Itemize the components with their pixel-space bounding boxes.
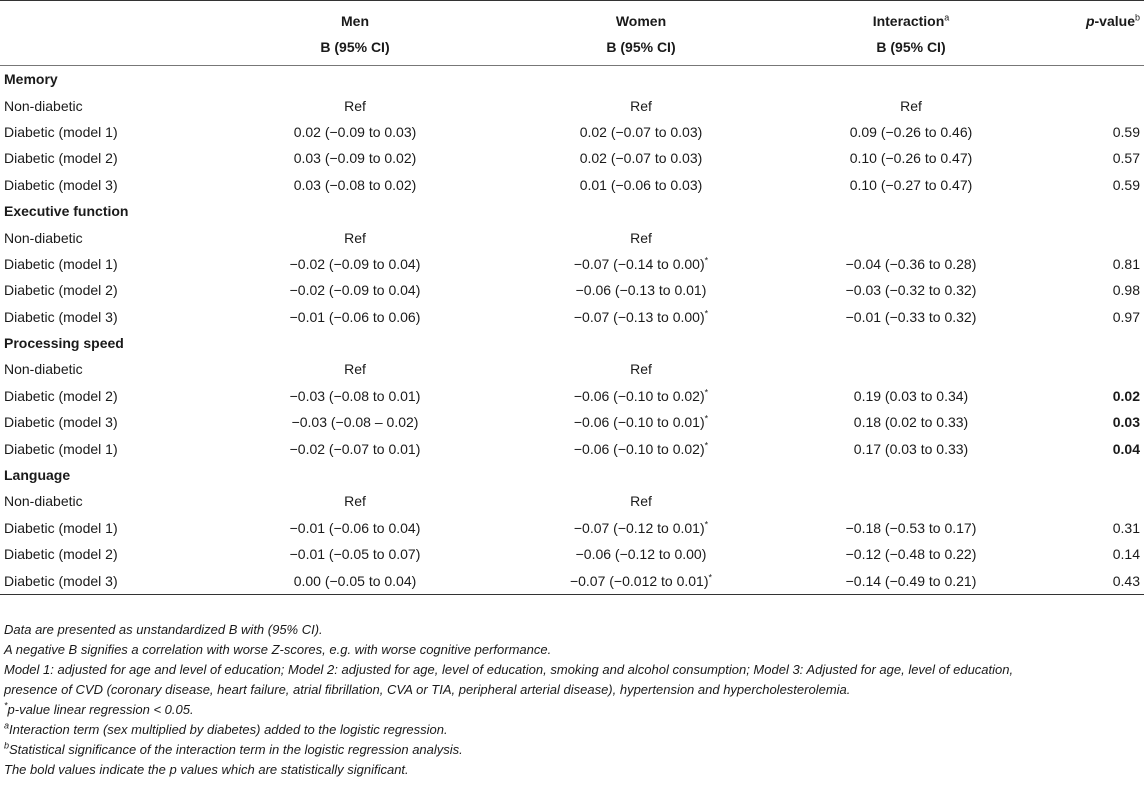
footnote-a xyxy=(4,720,1140,740)
row-label: Non-diabetic xyxy=(4,229,83,246)
men-estimate: −0.03 (−0.08 to 0.01) xyxy=(289,387,421,404)
men-estimate-cell xyxy=(214,277,496,303)
women-estimate-cell xyxy=(496,541,786,567)
table-row xyxy=(0,567,1144,594)
women-estimate-cell xyxy=(496,92,786,118)
p-value: 0.57 xyxy=(1112,150,1140,167)
men-estimate-cell xyxy=(214,383,496,409)
men-estimate: Ref xyxy=(344,493,366,510)
p-value: 0.43 xyxy=(1036,567,1144,594)
empty-cell xyxy=(214,462,496,488)
interaction-estimate: 0.09 (−0.26 to 0.46) xyxy=(849,123,973,140)
women-estimate-cell xyxy=(496,145,786,171)
p-value xyxy=(1036,224,1144,250)
men-estimate-cell xyxy=(214,356,496,382)
interaction-estimate: 0.10 (−0.27 to 0.47) xyxy=(849,176,973,193)
header-men-ci: B (95% CI) xyxy=(214,35,496,66)
row-label: Diabetic (model 3) xyxy=(4,176,118,193)
table-row xyxy=(0,409,1144,435)
men-estimate: 0.03 (−0.09 to 0.02) xyxy=(293,150,417,167)
women-estimate: Ref xyxy=(630,493,652,510)
women-estimate: −0.06 (−0.10 to 0.02) xyxy=(573,387,705,404)
header-men: Men xyxy=(214,1,496,36)
men-estimate: −0.01 (−0.06 to 0.06) xyxy=(289,308,421,325)
row-label: Diabetic (model 2) xyxy=(4,546,118,563)
interaction-estimate: −0.03 (−0.32 to 0.32) xyxy=(845,282,977,299)
footnote-line: presence of CVD (coronary disease, heart failure, atrial fibrillation, CVA or TIA, peripheral arterial disease), hypertension and hypercholesterolemia. xyxy=(4,682,851,697)
section-title: Memory xyxy=(4,71,58,88)
interaction-estimate: −0.04 (−0.36 to 0.28) xyxy=(845,255,977,272)
men-estimate-cell xyxy=(214,435,496,461)
men-estimate-cell xyxy=(214,567,496,594)
women-estimate: −0.07 (−0.14 to 0.00) xyxy=(573,255,705,272)
row-label: Diabetic (model 3) xyxy=(4,308,118,325)
section-title: Executive function xyxy=(4,203,129,220)
footnote-line: The bold values indicate the p values which are statistically significant. xyxy=(4,762,409,777)
women-estimate: 0.01 (−0.06 to 0.03) xyxy=(579,176,703,193)
table-row xyxy=(0,488,1144,514)
table-row xyxy=(0,92,1144,118)
table-row xyxy=(0,383,1144,409)
header-empty-cell xyxy=(0,1,214,36)
men-estimate-cell xyxy=(214,515,496,541)
header-pvalue-p: p xyxy=(1085,13,1095,29)
interaction-estimate: −0.18 (−0.53 to 0.17) xyxy=(845,519,977,536)
men-estimate-cell xyxy=(214,119,496,145)
row-label: Diabetic (model 3) xyxy=(4,414,118,431)
men-estimate: Ref xyxy=(344,97,366,114)
women-estimate-cell xyxy=(496,251,786,277)
p-value: 0.59 xyxy=(1112,123,1140,140)
women-estimate: Ref xyxy=(630,229,652,246)
interaction-estimate: 0.17 (0.03 to 0.33) xyxy=(853,440,969,457)
women-estimate-cell xyxy=(496,224,786,250)
empty-cell xyxy=(1036,462,1144,488)
empty-cell xyxy=(786,462,1036,488)
section-title: Processing speed xyxy=(4,335,124,352)
empty-cell xyxy=(1036,198,1144,224)
row-label: Diabetic (model 2) xyxy=(4,282,118,299)
women-estimate: −0.07 (−0.012 to 0.01) xyxy=(569,572,709,589)
women-estimate-cell xyxy=(496,567,786,594)
header-empty-cell xyxy=(0,35,214,66)
empty-cell xyxy=(214,198,496,224)
table-footnotes xyxy=(4,620,1140,780)
women-estimate-cell xyxy=(496,356,786,382)
women-estimate: 0.02 (−0.07 to 0.03) xyxy=(579,123,703,140)
header-women-ci: B (95% CI) xyxy=(496,35,786,66)
section-row xyxy=(0,462,1144,488)
men-estimate: −0.02 (−0.09 to 0.04) xyxy=(289,282,421,299)
empty-cell xyxy=(1036,66,1144,93)
header-women: Women xyxy=(496,1,786,36)
footnote-star-text: p-value linear regression < 0.05. xyxy=(7,702,194,717)
men-estimate: −0.02 (−0.07 to 0.01) xyxy=(289,440,421,457)
row-label: Diabetic (model 1) xyxy=(4,123,118,140)
men-estimate: 0.00 (−0.05 to 0.04) xyxy=(293,572,417,589)
header-pvalue-footnote-mark: b xyxy=(1134,12,1140,23)
empty-cell xyxy=(496,462,786,488)
interaction-estimate: Ref xyxy=(900,97,922,114)
interaction-estimate: −0.14 (−0.49 to 0.21) xyxy=(786,567,1036,594)
row-label: Diabetic (model 2) xyxy=(4,387,118,404)
interaction-estimate xyxy=(786,224,1036,250)
women-estimate-cell xyxy=(496,383,786,409)
row-label: Diabetic (model 1) xyxy=(4,255,118,272)
header-interaction-label: Interaction xyxy=(872,13,945,29)
interaction-estimate xyxy=(786,356,1036,382)
p-value: 0.04 xyxy=(1112,440,1140,457)
p-value xyxy=(1036,488,1144,514)
table-body xyxy=(0,66,1144,595)
empty-cell xyxy=(496,330,786,356)
p-value: 0.02 xyxy=(1112,387,1140,404)
men-estimate: −0.02 (−0.09 to 0.04) xyxy=(289,255,421,272)
women-estimate-cell xyxy=(496,409,786,435)
women-estimate: 0.02 (−0.07 to 0.03) xyxy=(579,150,703,167)
empty-cell xyxy=(786,66,1036,93)
table-row xyxy=(0,251,1144,277)
significance-star: * xyxy=(704,413,709,424)
header-pvalue xyxy=(1036,1,1144,36)
footnote-line: Model 1: adjusted for age and level of education; Model 2: adjusted for age, level of education, smoking and alcohol consumption; Model 3: Adjusted for age, level of education, xyxy=(4,662,1014,677)
women-estimate: −0.07 (−0.12 to 0.01) xyxy=(573,519,705,536)
p-value xyxy=(1036,356,1144,382)
row-label: Diabetic (model 1) xyxy=(4,519,118,536)
row-label: Non-diabetic xyxy=(4,493,83,510)
p-value: 0.31 xyxy=(1112,519,1140,536)
significance-star: * xyxy=(708,571,713,582)
women-estimate: −0.06 (−0.10 to 0.01) xyxy=(573,414,705,431)
table-row xyxy=(0,119,1144,145)
table-row xyxy=(0,356,1144,382)
women-estimate: −0.06 (−0.13 to 0.01) xyxy=(575,282,707,299)
row-label: Non-diabetic xyxy=(4,361,83,378)
men-estimate-cell xyxy=(214,92,496,118)
significance-star: * xyxy=(704,387,709,398)
p-value: 0.81 xyxy=(1112,255,1140,272)
men-estimate-cell xyxy=(214,172,496,198)
p-value: 0.98 xyxy=(1112,282,1140,299)
footnote-a-mark: a xyxy=(4,720,10,731)
footnote-b-mark: b xyxy=(4,740,10,751)
header-interaction-ci: B (95% CI) xyxy=(786,35,1036,66)
table-header xyxy=(0,1,1144,66)
men-estimate-cell xyxy=(214,251,496,277)
footnote-b xyxy=(4,740,1140,760)
footnote-star-mark: * xyxy=(4,700,8,711)
section-row xyxy=(0,198,1144,224)
empty-cell xyxy=(496,66,786,93)
p-value xyxy=(1036,92,1144,118)
footnote-b-text: Statistical significance of the interaction term in the logistic regression analysis. xyxy=(9,742,463,757)
women-estimate-cell xyxy=(496,119,786,145)
row-label: Diabetic (model 1) xyxy=(4,440,118,457)
footnote-line: Data are presented as unstandardized B with (95% CI). xyxy=(4,622,323,637)
empty-cell xyxy=(496,198,786,224)
interaction-estimate: −0.12 (−0.48 to 0.22) xyxy=(845,546,977,563)
women-estimate: Ref xyxy=(630,97,652,114)
empty-cell xyxy=(1036,330,1144,356)
men-estimate: −0.01 (−0.05 to 0.07) xyxy=(289,546,421,563)
section-title: Language xyxy=(4,467,71,484)
men-estimate-cell xyxy=(214,541,496,567)
section-row xyxy=(0,66,1144,93)
empty-cell xyxy=(214,66,496,93)
p-value: 0.03 xyxy=(1112,414,1140,431)
women-estimate-cell xyxy=(496,172,786,198)
women-estimate: Ref xyxy=(630,361,652,378)
men-estimate: 0.03 (−0.08 to 0.02) xyxy=(293,176,417,193)
header-pvalue-rest: -value xyxy=(1094,13,1135,29)
significance-star: * xyxy=(704,308,709,319)
empty-cell xyxy=(214,330,496,356)
footnote-line: A negative B signifies a correlation with worse Z-scores, e.g. with worse cognitive performance. xyxy=(4,642,552,657)
row-label: Non-diabetic xyxy=(4,97,83,114)
men-estimate: 0.02 (−0.09 to 0.03) xyxy=(293,123,417,140)
interaction-estimate: −0.01 (−0.33 to 0.32) xyxy=(845,308,977,325)
footnote-a-text: Interaction term (sex multiplied by diabetes) added to the logistic regression. xyxy=(9,722,448,737)
interaction-estimate xyxy=(786,488,1036,514)
women-estimate-cell xyxy=(496,304,786,330)
men-estimate: Ref xyxy=(344,229,366,246)
women-estimate-cell xyxy=(496,515,786,541)
men-estimate-cell xyxy=(214,409,496,435)
men-estimate: −0.03 (−0.08 – 0.02) xyxy=(291,414,419,431)
men-estimate: −0.01 (−0.06 to 0.04) xyxy=(289,519,421,536)
table-row xyxy=(0,224,1144,250)
table-row xyxy=(0,277,1144,303)
table-row xyxy=(0,172,1144,198)
men-estimate: Ref xyxy=(344,361,366,378)
women-estimate: −0.07 (−0.13 to 0.00) xyxy=(573,308,705,325)
men-estimate-cell xyxy=(214,224,496,250)
women-estimate-cell xyxy=(496,488,786,514)
women-estimate-cell xyxy=(496,277,786,303)
row-label: Diabetic (model 3) xyxy=(0,567,214,594)
footnote-star xyxy=(4,700,1140,720)
interaction-estimate: 0.18 (0.02 to 0.33) xyxy=(853,414,969,431)
table-row xyxy=(0,435,1144,461)
significance-star: * xyxy=(704,255,709,266)
p-value: 0.97 xyxy=(1112,308,1140,325)
significance-star: * xyxy=(704,519,709,530)
header-interaction xyxy=(786,1,1036,36)
p-value: 0.59 xyxy=(1112,176,1140,193)
men-estimate-cell xyxy=(214,145,496,171)
table-row xyxy=(0,515,1144,541)
interaction-estimate: 0.10 (−0.26 to 0.47) xyxy=(849,150,973,167)
women-estimate-cell xyxy=(496,435,786,461)
men-estimate-cell xyxy=(214,488,496,514)
p-value: 0.14 xyxy=(1112,546,1140,563)
empty-cell xyxy=(786,198,1036,224)
header-empty-cell xyxy=(1036,35,1144,66)
empty-cell xyxy=(786,330,1036,356)
row-label: Diabetic (model 2) xyxy=(4,150,118,167)
men-estimate-cell xyxy=(214,304,496,330)
table-row xyxy=(0,541,1144,567)
section-row xyxy=(0,330,1144,356)
women-estimate: −0.06 (−0.12 to 0.00) xyxy=(575,546,707,563)
significance-star: * xyxy=(704,440,709,450)
women-estimate: −0.06 (−0.10 to 0.02) xyxy=(573,440,705,457)
header-interaction-footnote-mark: a xyxy=(944,12,950,23)
table-row xyxy=(0,304,1144,330)
table-row xyxy=(0,145,1144,171)
interaction-estimate: 0.19 (0.03 to 0.34) xyxy=(853,387,969,404)
